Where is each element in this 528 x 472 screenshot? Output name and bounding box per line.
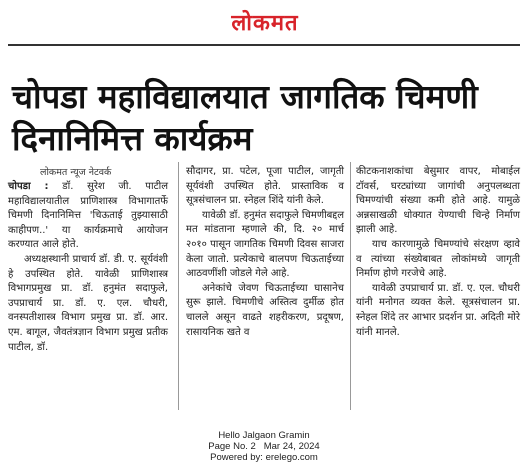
headline: चोपडा महाविद्यालयात जागतिक चिमणी दिनानिमित्त कार्यक्रम: [12, 77, 478, 158]
article-column-1: [8, 180, 168, 355]
column-divider: [178, 162, 179, 410]
footer-page-date: Page No. 2 Mar 24, 2024: [208, 441, 320, 452]
paragraph: कीटकनाशकांचा बेसुमार वापर, मोबाईल टॉवर्स, घरट्यांच्या जागांची अनुपलब्धता चिमण्यांची संख्या कमी होते आहे. यामुळे अन्नसाखळी धोक्यात येण्याची चिन्हे निर्माण झाली आहे.: [356, 166, 520, 236]
paragraph: यावेळी डॉ. हनुमंत सदाफुले चिमणीबद्दल मत मांडताना म्हणाले की, दि. २० मार्च २०१० पासून जागतिक चिमणी दिवस साजरा केला जातो. प्रत्येकाचे बालपण चिऊताईच्या आठवणींशी जोडले गेले आहे.: [186, 209, 344, 280]
paragraph: सौदागर, प्रा. पटेल, पूजा पाटील, जागृती सूर्यवंशी उपस्थित होते. प्रास्ताविक व सूत्रसंचालन प्रा. स्नेहल शिंदे यांनी केले.: [186, 166, 344, 207]
paragraph: अनेकांचे जेवण चिऊताईच्या घासानेच सुरू झाले. चिमणीचे अस्तित्व दुर्मीळ होत चालले असून वाढते शहरीकरण, प्रदूषण, रासायनिक खते व: [186, 282, 344, 338]
footer: [0, 430, 528, 463]
paragraph: यावेळी उपप्राचार्य प्रा. डॉ. ए. एल. चौधरी यांनी मनोगत व्यक्त केले. सूत्रसंचालन प्रा. स्नेहल शिंदे तर आभार प्रदर्शन प्रा. अदिती मोरे यांनी मानले.: [356, 282, 520, 338]
article-column-3: [356, 165, 520, 340]
footer-publication: Hello Jalgaon Gramin: [218, 430, 310, 441]
footer-powered-by: Powered by: erelego.com: [210, 452, 318, 463]
dateline: चोपडा :: [8, 181, 49, 192]
paragraph: याच कारणामुळे चिमण्यांचे संरक्षण व्हावे व त्यांच्या संख्येबाबत लोकांमध्ये जागृती निर्माण होणे गरजेचे आहे.: [356, 238, 520, 280]
paragraph: चोपडा : डॉ. सुरेश जी. पाटील महाविद्यालयातील प्राणिशास्त्र विभागातर्फे चिमणी दिनानिमित्त 'चिऊताई तुझ्यासाठी काहीपण..' या कार्यक्रमाचे आयोजन करण्यात आले होते.: [8, 181, 168, 251]
masthead-logo: लोकमत: [231, 10, 299, 36]
byline: लोकमत न्यूज नेटवर्क: [40, 167, 112, 178]
header-rule: [8, 44, 520, 46]
column-divider: [350, 162, 351, 410]
paragraph: अध्यक्षस्थानी प्राचार्य डॉ. डी. ए. सूर्यवंशी हे उपस्थित होते. यावेळी प्राणिशास्त्र विभागप्रमुख प्रा. डॉ. हनुमंत सदाफुले, उपप्राचार्य प्रा. डॉ. ए. एल. चौधरी, वनस्पतीशास्त्र विभाग प्रमुख प्रा. डॉ. आर. एम. बागूल, जैवतंत्रज्ञान विभाग प्रमुख प्रतीक पाटील, डॉ.: [8, 253, 168, 353]
article-column-2: [186, 165, 344, 340]
